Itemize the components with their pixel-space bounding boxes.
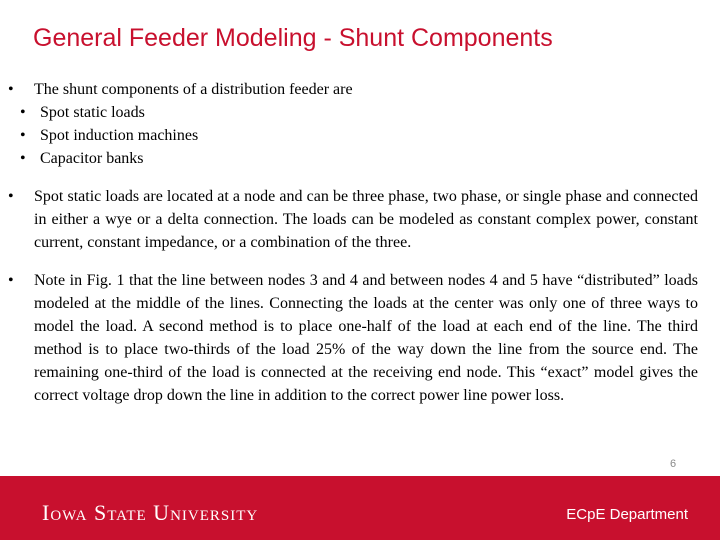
bullet-icon: • <box>20 150 26 167</box>
sub-item-label: Spot induction machines <box>40 127 199 144</box>
bullet-distributed-loads <box>8 269 698 407</box>
bullet-icon: • <box>8 81 14 98</box>
sub-item-label: Spot static loads <box>40 104 145 121</box>
sub-item-capacitor-banks <box>8 147 698 170</box>
bullet-icon: • <box>20 127 26 144</box>
slide-body <box>8 78 698 407</box>
sub-item-spot-static-loads <box>8 101 698 124</box>
footer-bar <box>0 476 720 540</box>
slide-title: General Feeder Modeling - Shunt Components <box>33 24 553 52</box>
paragraph-static-loads: Spot static loads are located at a node and can be three phase, two phase, or single phase and connected in either a wye or a delta connection. The loads can be modeled as constant complex power, constant current, constant impedance, or a combination of the three. <box>34 188 698 251</box>
bullet-icon: • <box>8 272 14 289</box>
sub-item-spot-induction-machines <box>8 124 698 147</box>
department-label: ECpE Department <box>566 506 688 523</box>
bullet-shunt-components <box>8 78 698 101</box>
bullet-spot-static-loads <box>8 185 698 254</box>
university-logo: Iowa State University <box>42 500 259 525</box>
bullet-icon: • <box>8 188 14 205</box>
paragraph-distributed-loads: Note in Fig. 1 that the line between nodes 3 and 4 and between nodes 4 and 5 have “distributed” loads modeled at the middle of the lines. Connecting the loads at the center was only one of three ways to model the load. A second method is to place one-half of the load at each end of the line. The third method is to place two-thirds of the load 25% of the way down the line from the source end. The remaining one-third of the load is connected at the receiving end node. This “exact” model gives the correct voltage drop down the line in addition to the correct power line power loss. <box>34 272 698 404</box>
intro-text: The shunt components of a distribution feeder are <box>34 81 353 98</box>
bullet-icon: • <box>20 104 26 121</box>
page-number: 6 <box>670 458 677 470</box>
sub-item-label: Capacitor banks <box>40 150 144 167</box>
